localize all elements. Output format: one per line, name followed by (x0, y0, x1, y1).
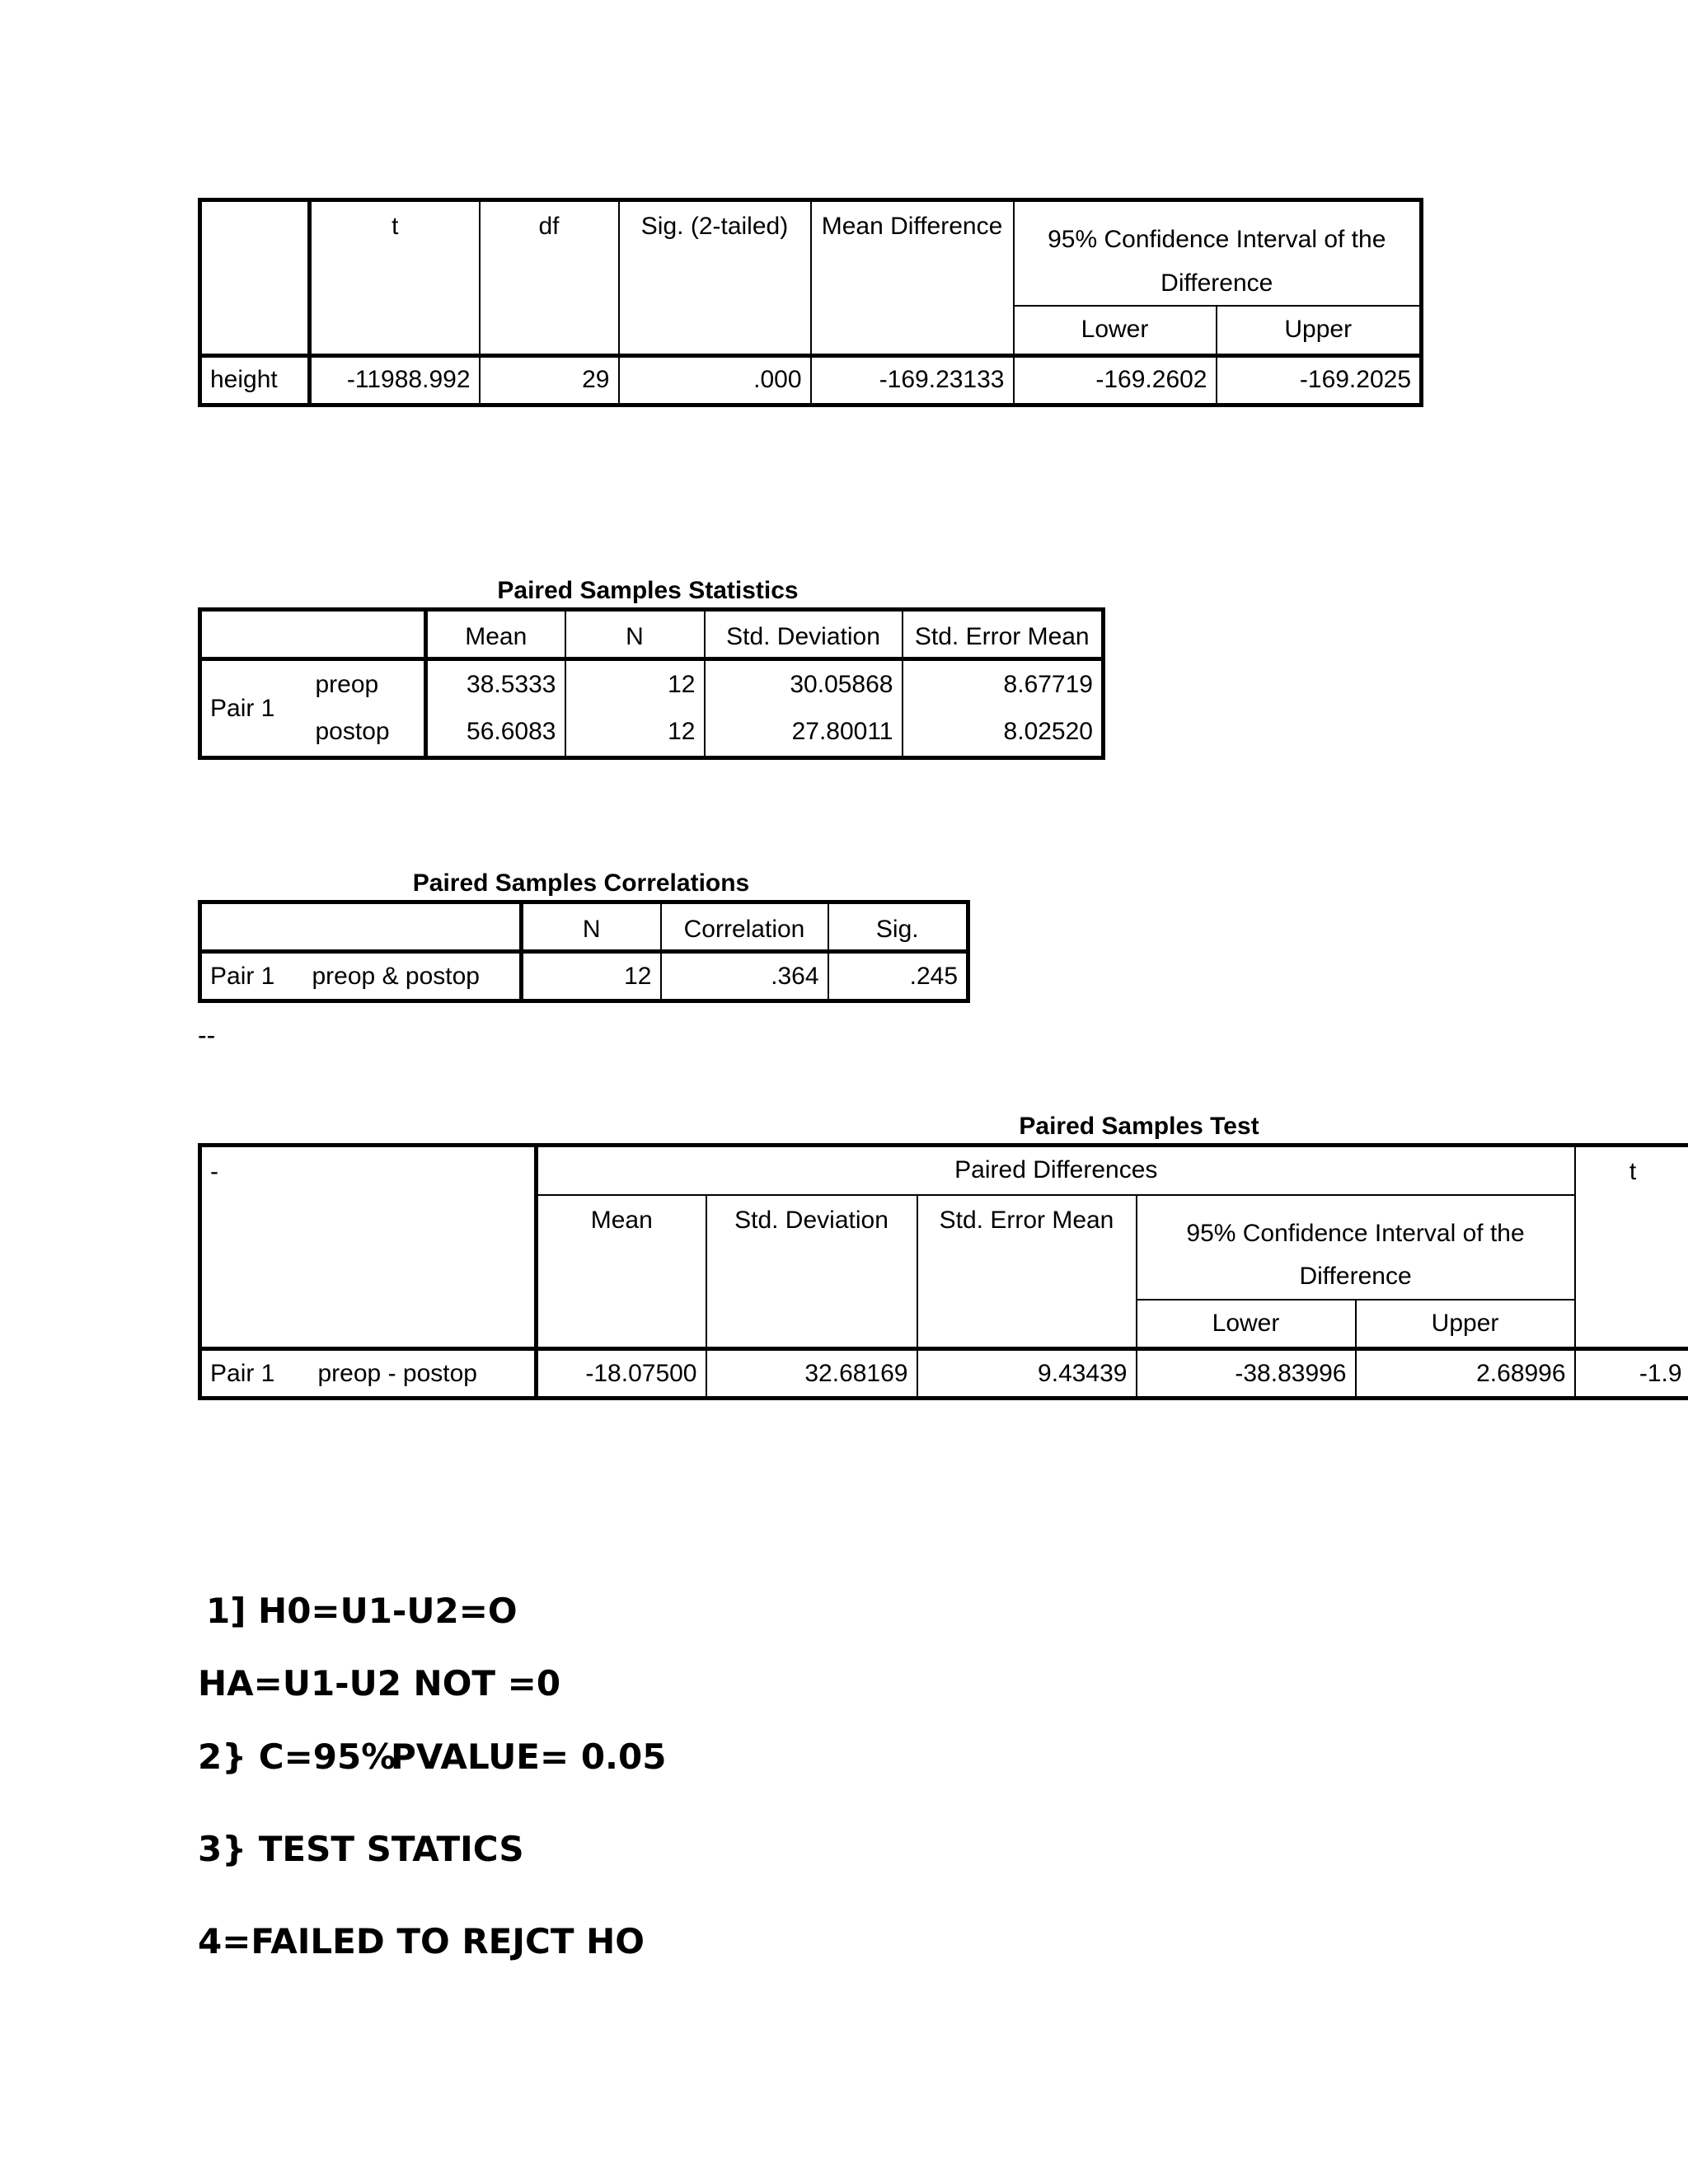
cell-correlation: .364 (661, 952, 828, 1001)
cell-n: 12 (565, 659, 705, 709)
cell-sd: 32.68169 (706, 1349, 917, 1399)
cell-n: 12 (565, 709, 705, 758)
paired-stats-title: Paired Samples Statistics (497, 577, 799, 604)
pair-label: Pair 1 (200, 952, 304, 1001)
header-ci-line1: 95% Confidence Interval of the (1186, 1219, 1525, 1247)
table-row (200, 355, 1422, 405)
header-sem: Std. Error Mean (917, 1195, 1137, 1349)
cell-df: 29 (480, 355, 619, 405)
row-name: preop - postop (303, 1349, 537, 1399)
cell-upper: 2.68996 (1356, 1349, 1575, 1399)
corner-cell (200, 902, 522, 952)
header-ci-line2: Difference (1299, 1263, 1412, 1290)
cell-t: -11988.992 (310, 355, 480, 405)
header-correlation: Correlation (661, 902, 828, 952)
header-mean: Mean (537, 1195, 706, 1349)
header-ci-line1: 95% Confidence Interval of the (1048, 226, 1386, 253)
header-sig: Sig. (828, 902, 968, 952)
table-row (200, 952, 968, 1001)
header-sd: Std. Deviation (706, 1195, 917, 1349)
pair-label: Pair 1 (200, 1349, 303, 1399)
hypothesis-null: 1] H0=U1-U2=O (206, 1591, 518, 1631)
table-row (200, 709, 1104, 758)
paired-test-title: Paired Samples Test (1019, 1113, 1259, 1140)
corner-cell (200, 200, 310, 356)
corner-cell (200, 610, 426, 659)
header-ci-line2: Difference (1160, 269, 1273, 297)
corner-cell: - (200, 1146, 537, 1349)
header-sig: Sig. (2-tailed) (619, 200, 811, 356)
header-ci (1137, 1195, 1575, 1300)
header-mean-diff: Mean Difference (811, 200, 1014, 356)
hypothesis-alt: HA=U1-U2 NOT =0 (198, 1663, 561, 1704)
conclusion-note: 4=FAILED TO REJCT HO (198, 1921, 645, 1961)
header-n: N (522, 902, 661, 952)
table-row (200, 659, 1104, 709)
paired-samples-statistics-table (198, 607, 1105, 760)
header-lower: Lower (1137, 1300, 1356, 1349)
row-name: preop (307, 659, 426, 709)
cell-upper: -169.2025 (1217, 355, 1422, 405)
header-sem: Std. Error Mean (903, 610, 1104, 659)
row-name: postop (307, 709, 426, 758)
header-df: df (480, 200, 619, 356)
header-lower: Lower (1014, 306, 1217, 355)
table-row (200, 1349, 1688, 1399)
cell-sem: 9.43439 (917, 1349, 1137, 1399)
test-statistic-note: 3} TEST STATICS (198, 1829, 524, 1869)
cell-sem: 8.67719 (903, 659, 1104, 709)
header-paired-differences: Paired Differences (537, 1146, 1575, 1195)
paired-samples-correlations-table (198, 900, 970, 1003)
header-upper: Upper (1217, 306, 1422, 355)
cell-sig: .245 (828, 952, 968, 1001)
paired-correlations-title: Paired Samples Correlations (412, 869, 750, 897)
header-t: t (310, 200, 480, 356)
header-t: t (1575, 1146, 1688, 1349)
one-sample-test-table (198, 198, 1423, 407)
cell-sd: 27.80011 (705, 709, 903, 758)
header-upper: Upper (1356, 1300, 1575, 1349)
p-value: PVALUE= 0.05 (391, 1736, 667, 1777)
pair-label: Pair 1 (200, 659, 307, 758)
cell-sem: 8.02520 (903, 709, 1104, 758)
row-name: preop & postop (304, 952, 522, 1001)
confidence-level: 2} C=95% (198, 1736, 396, 1777)
dashes-text: -- (198, 1020, 216, 1050)
row-label: height (200, 355, 310, 405)
cell-n: 12 (522, 952, 661, 1001)
header-n: N (565, 610, 705, 659)
cell-lower: -169.2602 (1014, 355, 1217, 405)
cell-mean: 38.5333 (426, 659, 565, 709)
header-mean: Mean (426, 610, 565, 659)
cell-lower: -38.83996 (1137, 1349, 1356, 1399)
cell-sig: .000 (619, 355, 811, 405)
header-sd: Std. Deviation (705, 610, 903, 659)
cell-mean: 56.6083 (426, 709, 565, 758)
cell-sd: 30.05868 (705, 659, 903, 709)
header-ci (1014, 200, 1422, 307)
cell-mean: -18.07500 (537, 1349, 706, 1399)
cell-mean-diff: -169.23133 (811, 355, 1014, 405)
cell-t: -1.9 (1575, 1349, 1688, 1399)
paired-samples-test-table (198, 1143, 1688, 1400)
